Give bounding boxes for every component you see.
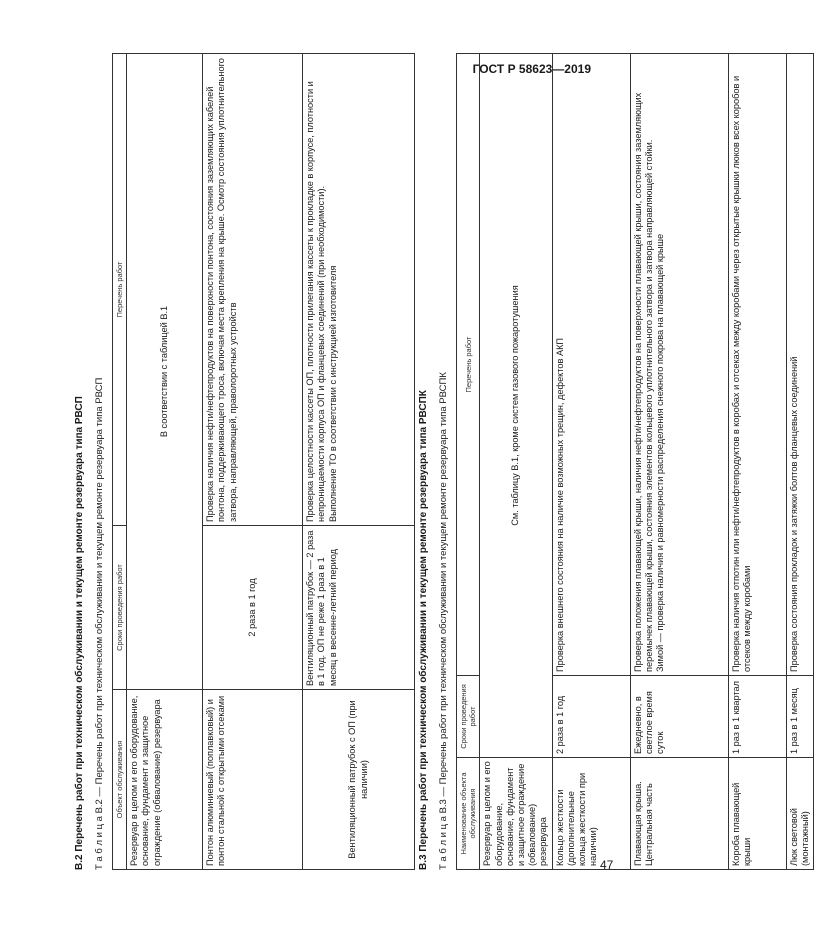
section-b3-heading: В.3 Перечень работ при техническом обслуживании и текущем ремонте резервуара типа РВСПК bbox=[418, 390, 429, 870]
table-b2-caption: Т а б л и ц а В.2 — Перечень работ при техническом обслуживании и текущем ремонте резервуара типа РВСП bbox=[94, 377, 105, 870]
table-cell-object: Люк световой (монтажный) bbox=[786, 758, 813, 870]
works-text: Проверка положения плавающей крыши, наличия нефти/нефтепродуктов на поверхности плавающей крыши, состояния заземляющих перемычек плавающей крыши, состояния элементов кольцевого уплотнительного затвора и затвора направляющей стойки. bbox=[632, 92, 654, 672]
table-cell-works: Проверка внешнего состояния на наличие возможных трещин, дефектов АКП bbox=[552, 54, 630, 676]
table-row bbox=[203, 54, 303, 870]
table-b3-col-works: Перечень работ bbox=[457, 54, 480, 676]
table-cell-works: См. таблицу В.1, кроме систем газового пожаротушения bbox=[480, 54, 552, 758]
table-cell-object: Плавающая крыша. Центральная часть bbox=[630, 758, 728, 870]
table-cell-object: Кольцо жесткости (дополнительные кольца жесткости при наличии) bbox=[552, 758, 630, 870]
table-row bbox=[552, 54, 630, 870]
section-b2-heading: В.2 Перечень работ при техническом обслуживании и текущем ремонте резервуара типа РВСП bbox=[74, 396, 85, 870]
table-b2 bbox=[112, 53, 415, 870]
table-b3-col-period: Сроки проведения работ bbox=[457, 676, 480, 758]
table-row bbox=[127, 54, 203, 870]
table-cell-works: Проверка состояния прокладок и затяжки болтов фланцевых соединений bbox=[786, 54, 813, 676]
table-b2-col-period: Сроки проведения работ bbox=[113, 526, 127, 690]
table-cell-period: 1 раз в 1 месяц bbox=[786, 676, 813, 758]
table-cell-works bbox=[630, 54, 728, 676]
table-cell-works bbox=[303, 54, 415, 526]
works-text: Выполнение ТО в соответствии с инструкцией изготовителя bbox=[327, 265, 338, 522]
table-cell-object: Резервуар в целом и его оборудование, основание, фундамент и защитное ограждение (обвалование) резервуара bbox=[480, 758, 552, 870]
table-b3-col-object: Наименование объекта обслуживания bbox=[457, 758, 480, 870]
table-cell-object: Резервуар в целом и его оборудование, основание, фундамент и защитное ограждение (обвалование) резервуара bbox=[127, 690, 203, 870]
table-b3-header-row bbox=[457, 54, 480, 870]
table-cell-period: Вентиляционный патрубок — 2 раза в 1 год. ОП не реже 1 раза в 1 месяц в весенне-летний период bbox=[303, 526, 415, 690]
table-cell-period: 2 раза в 1 год bbox=[552, 676, 630, 758]
table-b2-col-works: Перечень работ bbox=[113, 54, 127, 526]
table-cell-period: Ежедневно, в светлое время суток bbox=[630, 676, 728, 758]
table-row bbox=[303, 54, 415, 870]
table-cell-object: Короба плавающей крыши bbox=[728, 758, 786, 870]
table-cell-period: 2 раза в 1 год bbox=[203, 526, 303, 690]
table-row bbox=[786, 54, 813, 870]
table-b3 bbox=[456, 53, 814, 870]
table-b2-header-row bbox=[113, 54, 127, 870]
table-row bbox=[480, 54, 552, 870]
page-number: 47 bbox=[600, 858, 614, 872]
table-row bbox=[630, 54, 728, 870]
table-cell-period: 1 раз в 1 квартал bbox=[728, 676, 786, 758]
rotated-page-content bbox=[60, 50, 810, 870]
document-header: ГОСТ Р 58623—2019 bbox=[472, 62, 591, 76]
table-cell-works: Проверка наличия отпотин или нефти/нефтепродуктов в коробах и отсеках между коробами через открытые крышки люков всех коробов и отсеков между коробами bbox=[728, 54, 786, 676]
table-cell-object: Вентиляционный патрубок с ОП (при наличии) bbox=[303, 690, 415, 870]
table-row bbox=[728, 54, 786, 870]
table-b2-col-object: Объект обслуживания bbox=[113, 690, 127, 870]
table-cell-object: Понтон алюминиевый (поплавковый) и понтон стальной с открытыми отсеками bbox=[203, 690, 303, 870]
table-cell-works: Проверка наличия нефти/нефтепродуктов на поверхности понтона, состояния заземляющих кабелей понтона, поддерживающего троса, включая места крепления на крыше. Осмотр состояния уплотнительного затвора, направляющей, праволоротных устройств bbox=[203, 54, 303, 526]
table-b3-caption: Т а б л и ц а В.3 — Перечень работ при техническом обслуживании и текущем ремонте резервуара типа РВСПК bbox=[438, 372, 449, 870]
table-cell-works: В соответствии с таблицей В.1 bbox=[127, 54, 203, 690]
works-text: Зимой — проверка наличия и равномерности распределения снежного покрова на плавающей крыше bbox=[655, 233, 666, 672]
works-text: Проверка целостности кассеты ОП, плотности прилегания кассеты к прокладке в корпусе, плотности и непроницаемости корпуса ОП и фланцевых соединений (при необходимости). bbox=[305, 81, 327, 522]
